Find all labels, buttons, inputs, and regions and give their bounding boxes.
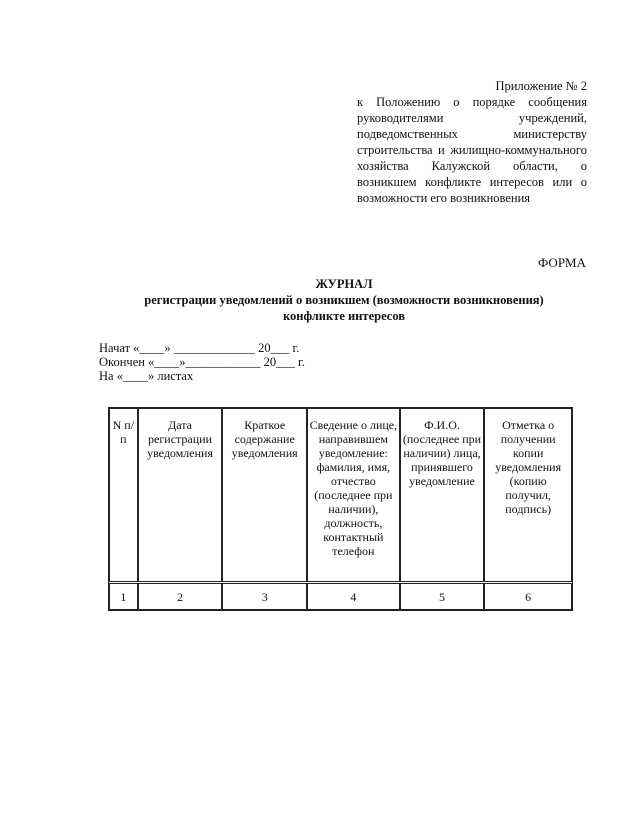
header-cell-copy-mark: Отметка о получении копии уведомления (копию получил, подпись): [484, 408, 572, 582]
header-cell-sender: Сведение о лице, направившем уведомление: фамилия, имя, отчество (последнее при наличии), должность, контактный телефон: [307, 408, 400, 582]
column-number-2: 2: [138, 583, 223, 610]
journal-meta: [99, 341, 305, 383]
header-cell-receiver: Ф.И.О. (последнее при наличии) лица, принявшего уведомление: [400, 408, 485, 582]
column-number-3: 3: [222, 583, 307, 610]
end-date-line: Окончен «____»____________ 20___ г.: [99, 355, 305, 369]
header-cell-date: Дата регистрации уведомления: [138, 408, 223, 582]
table-number-row: [109, 583, 572, 610]
journal-heading: [90, 276, 598, 324]
column-number-5: 5: [400, 583, 485, 610]
journal-subtitle-line2: конфликте интересов: [282, 309, 406, 323]
appendix-number: Приложение № 2: [495, 79, 587, 93]
appendix-block: [357, 78, 587, 206]
column-number-4: 4: [307, 583, 400, 610]
header-cell-number: N п/п: [109, 408, 138, 582]
table-header-row: [109, 408, 572, 582]
form-label: ФОРМА: [538, 255, 586, 270]
column-number-1: 1: [109, 583, 138, 610]
header-cell-summary: Краткое содержание уведомления: [222, 408, 307, 582]
journal-title: ЖУРНАЛ: [315, 277, 373, 291]
journal-table: [108, 407, 573, 611]
column-number-6: 6: [484, 583, 572, 610]
appendix-text: к Положению о порядке сообщения руководителями учреждений, подведомственных министерству строительства и жилищно-коммунального хозяйства Калужской области, о возникшем конфликте интересов или о возможности его возникновения: [357, 95, 587, 205]
start-date-line: Начат «____» _____________ 20___ г.: [99, 341, 300, 355]
journal-subtitle-line1: регистрации уведомлений о возникшем (возможности возникновения): [144, 293, 544, 307]
sheet-count-line: На «____» листах: [99, 369, 194, 383]
